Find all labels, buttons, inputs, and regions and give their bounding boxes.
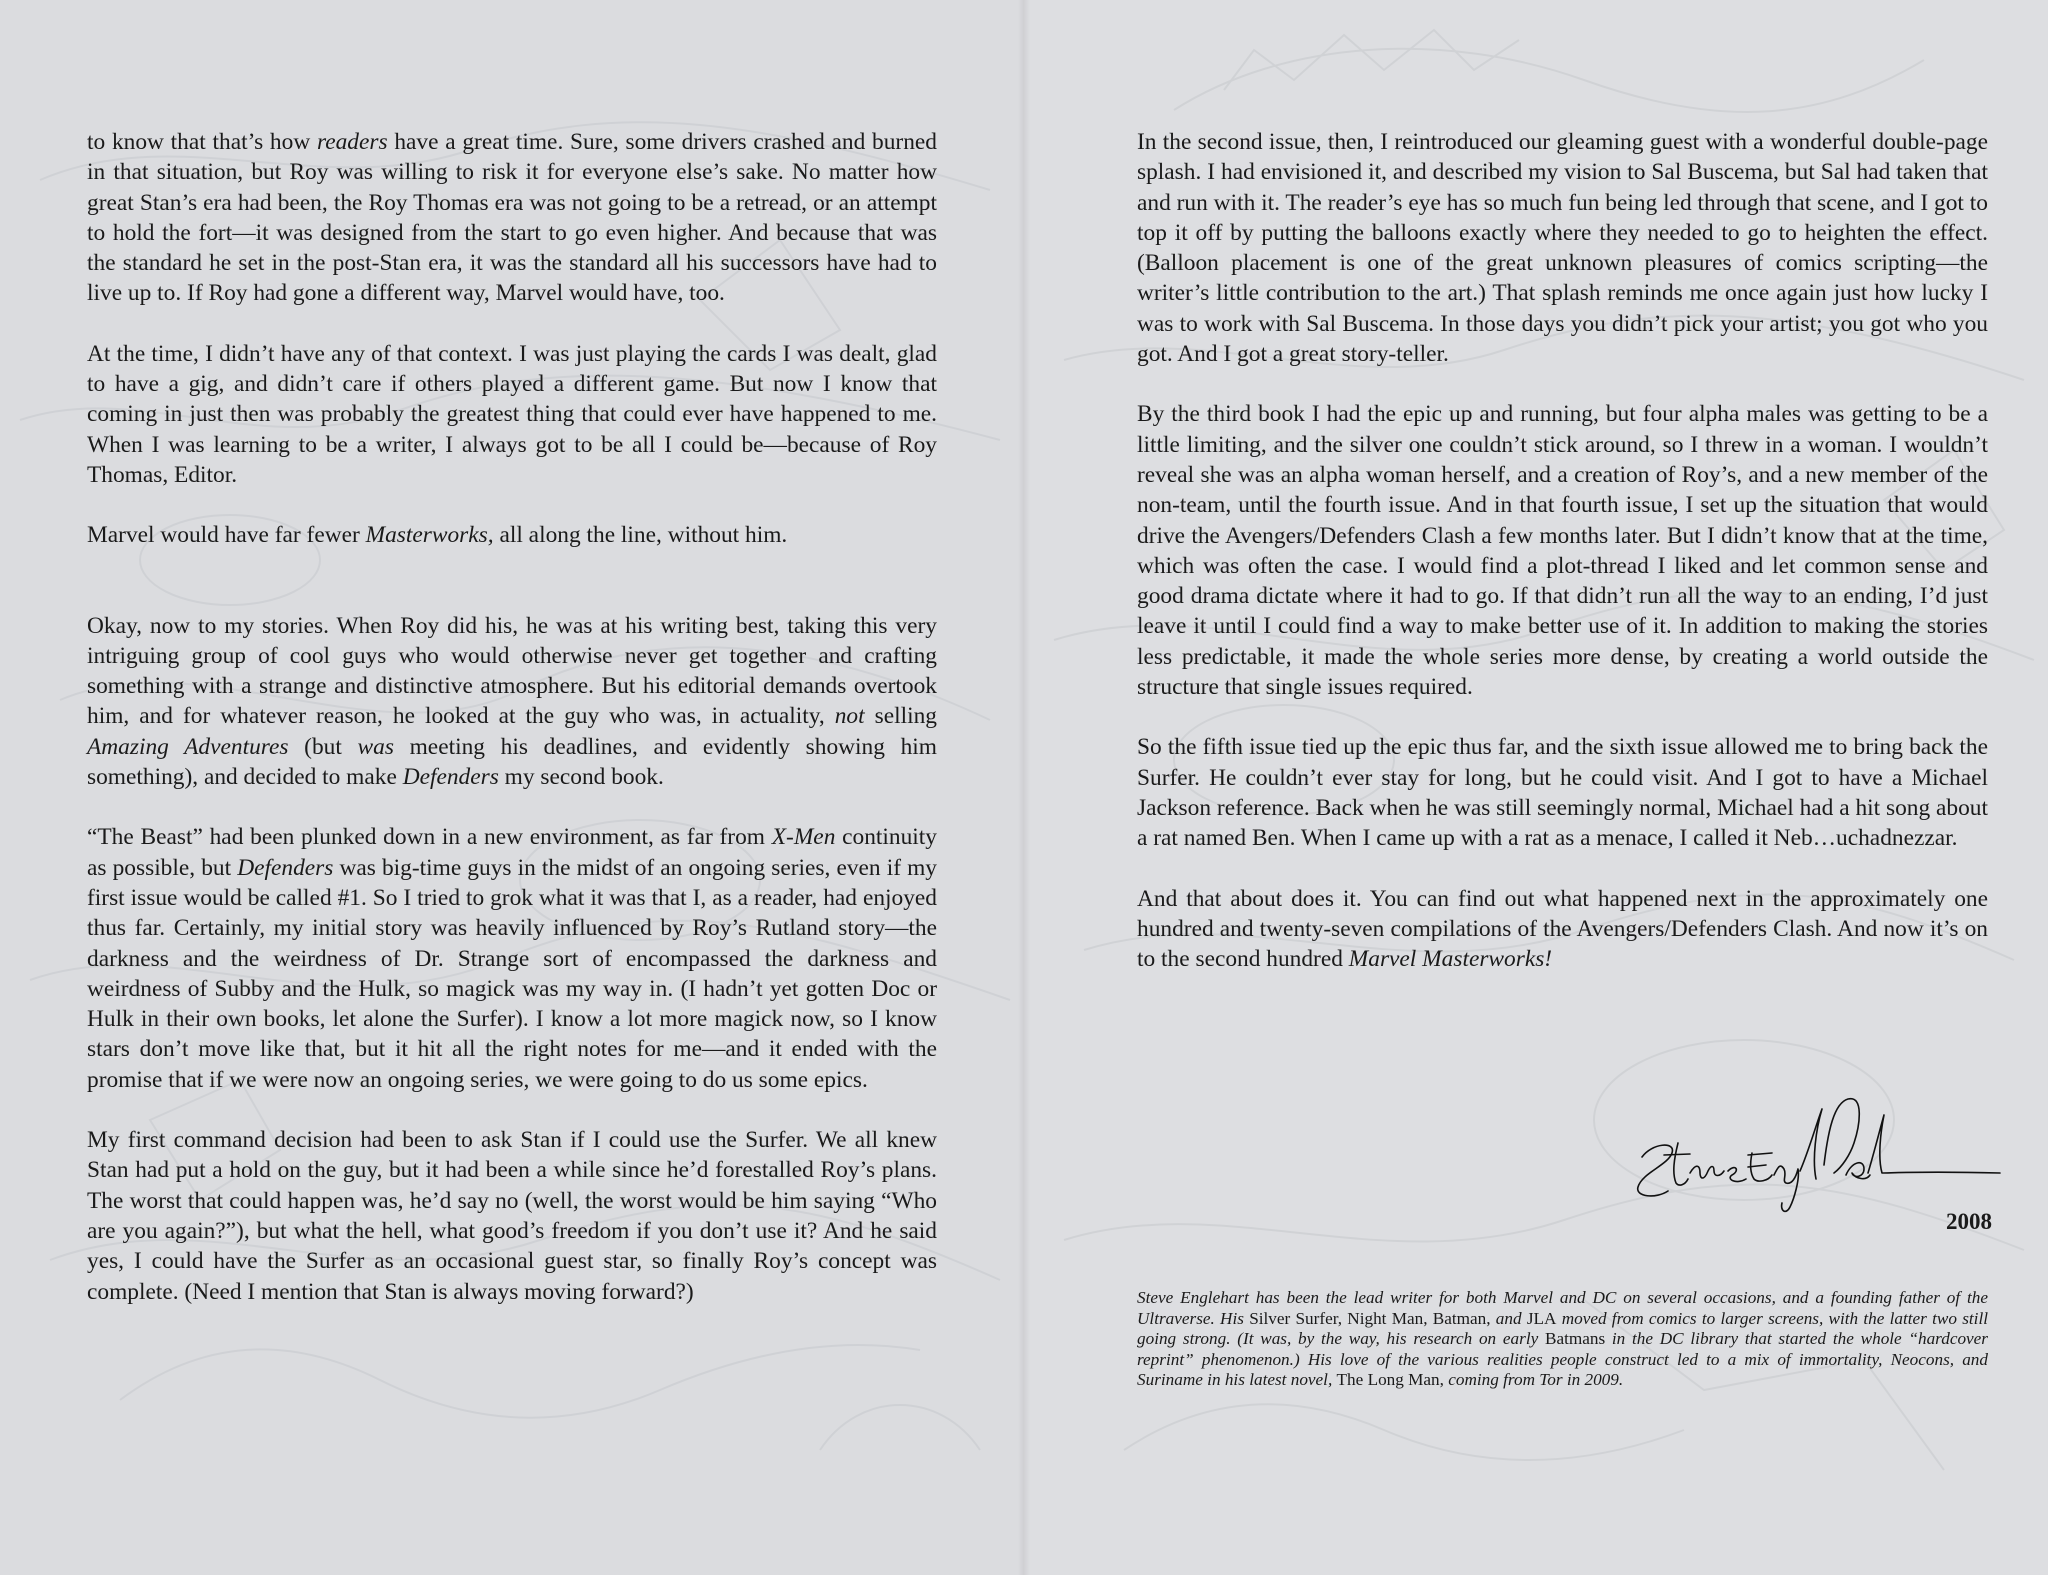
text-run: my second book.	[498, 764, 664, 791]
italic-run: Defenders	[237, 854, 334, 881]
italic-run: Masterworks,	[365, 522, 494, 549]
italic-run: Defenders	[402, 764, 499, 791]
paragraph	[87, 520, 937, 550]
italic-run: X-Men	[771, 824, 836, 851]
text-run: was big-time guys in the midst of an ongoing series, even if my first issue would be called #1. So I tried to grok what it was that I, as a reader, had enjoyed thus far. Certainly, my initial story was heavily influenced by Roy’s Rutland story—the darkness and the weirdness of Dr. Strange sort of encompassed the darkness and weirdness of Subby and the Hulk, so magick was my way in. (I hadn’t yet gotten Doc or Hulk in their own books, let alone the Surfer). I know a lot more magick now, so I know stars don’t move like that, but it hit all the right notes for me—and it ended with the promise that if we were now an ongoing series, we were going to do us some epics.	[87, 854, 938, 1093]
italic-run: readers	[316, 129, 388, 155]
text-run: to know that that’s how	[87, 129, 317, 155]
italic-run: Amazing Adventures	[87, 733, 289, 760]
paragraph	[87, 822, 937, 1095]
text-run: Marvel would have far fewer	[87, 522, 366, 549]
author-bio	[1137, 1288, 1988, 1391]
text-run: Steve Englehart has been the lead writer for both Marvel and DC on several occasions, and a founding father of the Ultraverse. His	[1137, 1288, 1988, 1328]
right-body-text	[1137, 127, 1988, 974]
signature-year: 2008	[1946, 1209, 1992, 1234]
paragraph	[1137, 732, 1988, 853]
text-run: (but	[288, 733, 358, 760]
signature-block	[1624, 1095, 2004, 1245]
paragraph	[87, 127, 937, 309]
text-run: coming from Tor in 2009.	[1443, 1370, 1624, 1390]
roman-run: Silver Surfer, Night Man, Batman,	[1249, 1308, 1491, 1328]
paragraph	[87, 611, 937, 793]
text-run: “The Beast” had been plunked down in a new environment, as far from	[87, 824, 772, 851]
text-run: At the time, I didn’t have any of that context. I was just playing the cards I was dealt, glad to have a gig, and didn’t care if others played a different game. But now I know that coming in just then was probably the greatest thing that could ever have happened to me. When I was learning to be a writer, I always got to be all I could be—because of Roy Thomas, Editor.	[87, 340, 937, 488]
text-run: In the second issue, then, I reintroduced our gleaming guest with a wonderful double-page splash. I had envisioned it, and described my vision to Sal Buscema, but Sal had taken that and run with it. The reader’s eye has so much fun being led through that scene, and I got to top it off by putting the balloons exactly where they needed to go to heighten the effect. (Balloon placement is one of the great unknown pleasures of comics scripting—the writer’s little contribution to the art.) That splash reminds me once again just how lucky I was to work with Sal Buscema. In those days you didn’t pick your artist; you got who you got. And I got a great story-teller.	[1137, 129, 1988, 368]
text-run: selling	[864, 703, 937, 730]
paragraph	[87, 339, 937, 490]
text-run: have a great time. Sure, some drivers crashed and burned in that situation, but Roy was willing to risk it for everyone else’s sake. No matter how great Stan’s era had been, the Roy Thomas era was not going to be a retread, or an attempt to hold the fort—it was designed from the start to go even higher. And because that was the standard he set in the post-Stan era, it was the standard all his successors have had to live up to. If Roy had gone a different way, Marvel would have, too.	[87, 129, 937, 307]
text-run: all along the line, without him.	[493, 522, 788, 549]
text-run: So the fifth issue tied up the epic thus far, and the sixth issue allowed me to bring back the Surfer. He couldn’t ever stay for long, but he could visit. And I got to have a Michael Jackson reference. Back when he was still seemingly normal, Michael had a hit song about a rat named Ben. When I came up with a rat as a menace, I called it Neb…uchadnezzar.	[1137, 734, 1988, 852]
italic-run: was	[357, 733, 394, 760]
text-run: meeting his deadlines, and evidently showing him something), and decided to make	[87, 733, 937, 791]
roman-run: Batmans	[1544, 1329, 1606, 1349]
book-gutter	[1018, 0, 1030, 1575]
text-run: continuity as possible, but	[87, 824, 938, 881]
right-page	[1024, 0, 2048, 1575]
text-run: moved from comics to larger screens, with the latter two still going strong. (It was, by the way, his research on early	[1137, 1308, 1988, 1349]
left-body-text	[87, 127, 937, 1307]
text-run: Okay, now to my stories. When Roy did his, he was at his writing best, taking this very intriguing group of cool guys who would otherwise never get together and crafting something with a strange and distinctive atmosphere. But his editorial demands overtook him, and for whatever reason, he looked at the guy who was, in actuality,	[87, 612, 937, 730]
text-run: My first command decision had been to ask Stan if I could use the Surfer. We all knew Stan had put a hold on the guy, but it had been a while since he’d forestalled Roy’s plans. The worst that could happen was, he’d say no (well, the worst would be him saying “Who are you again?”), but what the hell, what good’s freedom if you don’t use it? And he said yes, I could have the Surfer as an occasional guest star, so finally Roy’s concept was complete. (Need I mention that Stan is always moving forward?)	[87, 1127, 937, 1305]
paragraph	[1137, 884, 1988, 975]
text-run: And that about does it. You can find out what happened next in the approximately one hundred and twenty-seven compilations of the Avengers/Defenders Clash. And now it’s on to the second hundred	[1137, 885, 1988, 973]
italic-run: Marvel Masterworks!	[1348, 946, 1553, 973]
text-run: in the DC library that started the whole “hardcover reprint” phenomenon.) His love of the various realities people construct led to a mix of immortality, Neocons, and Suriname in his latest novel,	[1137, 1329, 1988, 1390]
text-run: and	[1490, 1308, 1527, 1328]
handwritten-signature	[1624, 1095, 2004, 1215]
roman-run: The Long Man,	[1336, 1370, 1444, 1390]
italic-run: not	[834, 703, 865, 730]
paragraph	[1137, 399, 1988, 702]
paragraph	[1137, 127, 1988, 369]
roman-run: JLA	[1526, 1308, 1557, 1328]
paragraph	[87, 1125, 937, 1307]
text-run: By the third book I had the epic up and running, but four alpha males was getting to be a little limiting, and the silver one couldn’t stick around, so I threw in a woman. I wouldn’t reveal she was an alpha woman herself, and a creation of Roy’s, and a new member of the non-team, until the fourth issue. And in that fourth issue, I set up the situation that would drive the Avengers/Defenders Clash a few months later. But I didn’t know that at the time, which was often the case. I would find a plot-thread I liked and let common sense and good drama dictate where it had to go. If that didn’t run all the way to an ending, I’d just leave it until I could find a way to make better use of it. In addition to making the stories less predictable, it made the whole series more dense, by creating a world outside the structure that single issues required.	[1137, 401, 1988, 701]
